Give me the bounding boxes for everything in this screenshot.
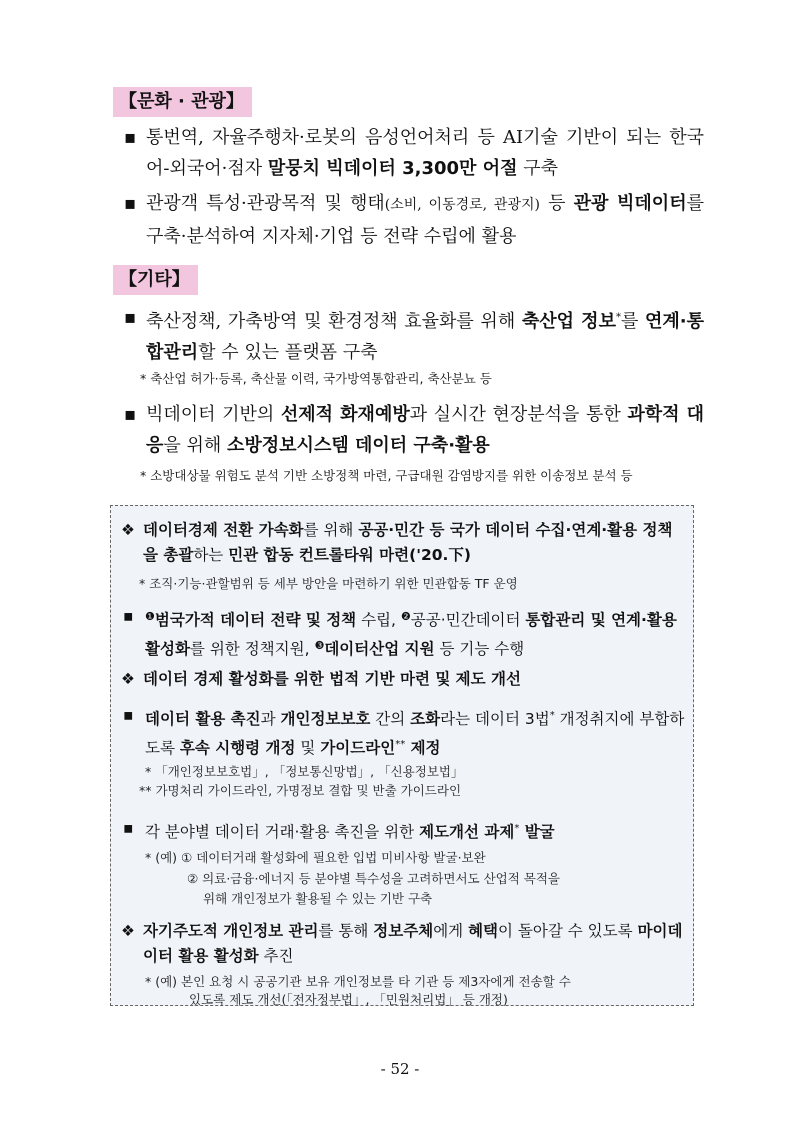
diamond-bullet-icon: ❖ [121,922,135,940]
box-sub-functions: ▪ $^❶$범국가적 데이터 전략 및 정책 수립, $^❷$공공·민간데이터 통합관리 및 연계·활용 활성화를 위한 정책지원, $^❸$데이터산업 지원 등 기능 수행 [121,604,687,662]
square-bullet-icon: ▪ [124,307,137,328]
box-note-example-3: 위해 개인정보가 활용될 수 있는 기반 구축 [203,891,433,906]
box-sub-system-improvement: ▪ 각 분야별 데이터 거래·활용 촉진을 위한 제도개선 과제* 발굴 [121,816,687,845]
box-note-mydata-2: 있도록 제도 개선(「전자정부법」, 「민원처리법」 등 개정) [189,992,508,1007]
box-note-example-1: * (예) ① 데이터거래 활성화에 필요한 입법 미비사항 발굴·보완 [145,850,486,865]
section-title-etc: 【기타】 [113,265,198,295]
footnote-etc-2: * 소방대상물 위험도 분석 기반 소방정책 마련, 구급대원 감염방지를 위한 이송정보 분석 등 [140,468,633,483]
square-bullet-icon: ▪ [123,819,134,837]
box-note-mydata-1: * (예) 본인 요청 시 공공기관 보유 개인정보를 타 기관 등 제3자에게 전송할 수 [145,974,571,989]
diamond-bullet-icon: ❖ [121,670,135,688]
summary-box [110,505,694,1006]
box-note-guidelines: ** 가명처리 가이드라인, 가명정보 결합 및 반출 가이드라인 [139,783,462,798]
square-bullet-icon: ▪ [124,127,137,148]
bullet-culture-1: ▪ 통번역, 자율주행차·로봇의 음성언어처리 등 AI기술 기반이 되는 한국어-외국어·점자 말뭉치 빅데이터 3,300만 어절 구축 [124,122,704,184]
square-bullet-icon: ▪ [123,607,134,625]
box-note-example-2: ② 의료·금융·에너지 등 분야별 특수성을 고려하면서도 산업적 목적을 [187,871,560,886]
page-number: - 52 - [380,1060,420,1078]
box-item-control-tower: ❖ 데이터경제 전환 가속화를 위해 공공·민간 등 국가 데이터 수집·연계·활용 정책을 총괄하는 민관 합동 컨트롤타워 마련('20.下) [121,518,687,568]
box-note-tf: * 조직·기능·관할범위 등 세부 방안을 마련하기 위한 민관합동 TF 운영 [139,576,518,591]
box-note-laws: * 「개인정보보호법」, 「정보통신망법」, 「신용정보법」 [145,764,464,779]
box-item-mydata: ❖ 자기주도적 개인정보 관리를 통해 정보주체에게 혜택이 돌아갈 수 있도록 마이데이터 활용 활성화 추진 [121,919,687,969]
box-sub-data-laws: ▪ 데이터 활용 촉진과 개인정보보호 간의 조화라는 데이터 3법* 개정취지에 부합하도록 후속 시행령 개정 및 가이드라인** 제정 [121,703,687,761]
diamond-bullet-icon: ❖ [121,521,135,539]
section-title-culture: 【문화 · 관광】 [113,87,252,117]
bullet-culture-2: ▪ 관광객 특성·관광목적 및 행태(소비, 이동경로, 관광지) 등 관광 빅데이터를 구축·분석하여 지자체·기업 등 전략 수립에 활용 [124,188,704,252]
box-item-legal-basis: ❖ 데이터 경제 활성화를 위한 법적 기반 마련 및 제도 개선 [121,667,687,692]
square-bullet-icon: ▪ [124,404,137,425]
bullet-etc-1: ▪ 축산정책, 가축방역 및 환경정책 효율화를 위해 축산업 정보*를 연계·통합관리할 수 있는 플랫폼 구축 [124,302,704,368]
square-bullet-icon: ▪ [123,706,134,724]
bullet-etc-2: ▪ 빅데이터 기반의 선제적 화재예방과 실시간 현장분석을 통한 과학적 대응을 위해 소방정보시스템 데이터 구축·활용 [124,399,704,461]
footnote-etc-1: * 축산업 허가·등록, 축산물 이력, 국가방역통합관리, 축산분뇨 등 [140,371,492,386]
square-bullet-icon: ▪ [124,193,137,214]
